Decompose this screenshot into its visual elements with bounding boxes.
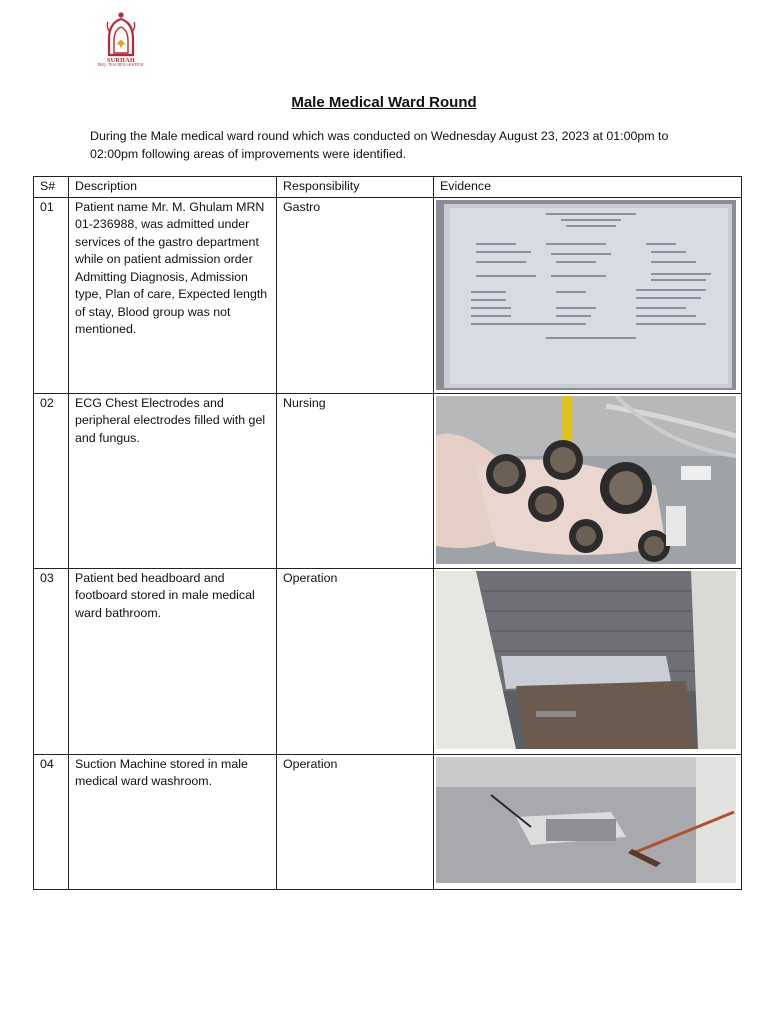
row-responsibility: Operation [277,754,434,889]
row-sn: 02 [34,393,69,568]
table-row [34,568,742,754]
evidence-photo-ecg-electrodes [436,396,736,564]
row-sn: 04 [34,754,69,889]
row-sn: 03 [34,568,69,754]
evidence-photo-suction-machine [436,757,736,883]
header-sn: S# [34,177,69,198]
row-description: ECG Chest Electrodes and peripheral electrodes filled with gel and fungus. [69,393,277,568]
intro-paragraph: During the Male medical ward round which was conducted on Wednesday August 23, 2023 at 01:00pm to 02:00pm following areas of improvements were identified. [90,129,669,161]
hospital-emblem-icon [80,5,162,65]
row-sn: 01 [34,197,69,393]
header-description: Description [69,177,277,198]
row-description: Patient name Mr. M. Ghulam MRN 01-236988, was admitted under services of the gastro department while on patient admission order Admitting Diagnosis, Admission type, Plan of care, Expected length of stay, Blood group was not mentioned. [69,197,277,393]
table-header-row [34,177,742,198]
row-description: Suction Machine stored in male medical ward washroom. [69,754,277,889]
row-evidence [434,393,742,568]
findings-table [33,176,742,890]
header-evidence: Evidence [434,177,742,198]
row-description: Patient bed headboard and footboard stored in male medical ward bathroom. [69,568,277,754]
row-responsibility: Nursing [277,393,434,568]
hospital-logo [80,5,162,87]
logo-subtitle: DHQ / TEACHING HOSPITAL [97,63,145,68]
table-row [34,754,742,889]
page-title: Male Medical Ward Round [291,94,477,111]
row-responsibility: Gastro [277,197,434,393]
row-evidence [434,197,742,393]
table-row [34,393,742,568]
logo-caption [80,58,162,68]
evidence-photo-admission-form [436,200,736,390]
header-responsibility: Responsibility [277,177,434,198]
logo-name: SURHAH [106,58,136,64]
row-evidence [434,754,742,889]
table-row [34,197,742,393]
row-evidence [434,568,742,754]
evidence-photo-bathroom-bedboards [436,571,736,749]
row-responsibility: Operation [277,568,434,754]
